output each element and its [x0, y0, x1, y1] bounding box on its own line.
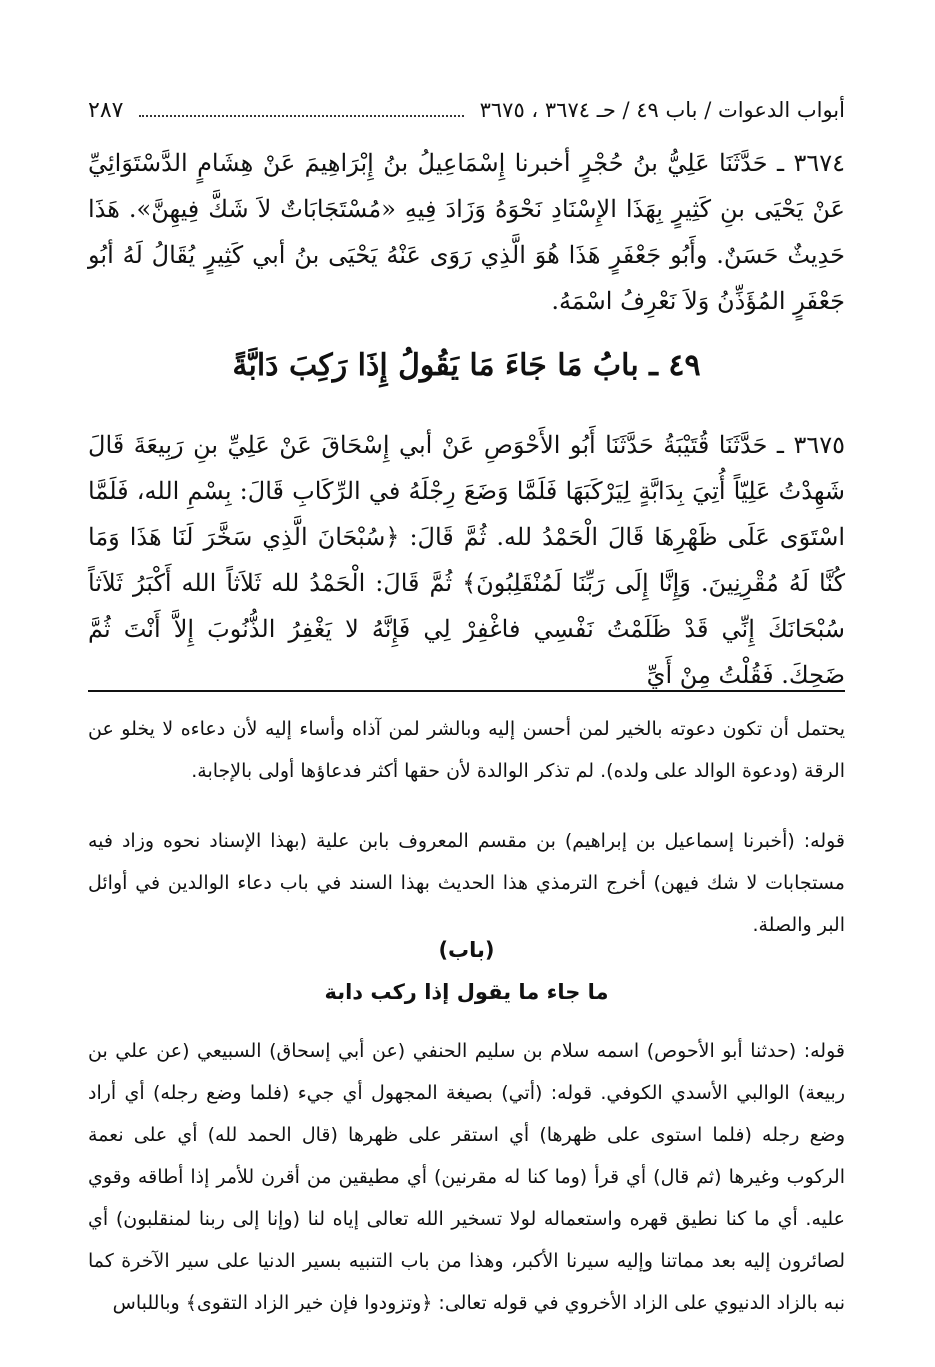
footnote-divider: [88, 690, 845, 692]
page-number: ٢٨٧: [88, 97, 124, 123]
hadith-3674: ٣٦٧٤ ـ حَدَّثَنَا عَلِيُّ بنُ حُجْرٍ أخبرنا إِسْمَاعِيلُ بنُ إِبْرَاهِيمَ عَنْ هِشَامٍ الدَّسْتَوَائِيِّ عَنْ يَحْيَى بنِ كَثِيرٍ بِهَذَا الإِسْنَادِ نَحْوَهُ وَزَادَ فِيهِ «مُسْتَجَابَاتٌ لاَ شَكَّ فِيهِنَّ». هَذَا حَدِيثٌ حَسَنٌ. وأَبُو جَعْفَرٍ هَذَا هُوَ الَّذِي رَوَى عَنْهُ يَحْيَى بنُ أبي كَثِيرٍ يُقَالُ لَهُ أبُو جَعْفَرٍ المُؤَذِّنُ وَلاَ نَعْرِفُ اسْمَهُ.: [88, 149, 845, 315]
commentary-paragraph-2: قوله: (أخبرنا إسماعيل بن إبراهيم) بن مقسم المعروف بابن علية (بهذا الإسناد نحوه وزاد فيه مستجابات لا شك فيهن) أخرج الترمذي هذا الحديث بهذا السند في باب دعاء الوالدين في أوائل البر والصلة.: [88, 830, 845, 936]
commentary-paragraph-3: قوله: (حدثنا أبو الأحوص) اسمه سلام بن سليم الحنفي (عن أبي إسحاق) السبيعي (عن علي بن ربيعة) الوالبي الأسدي الكوفي. قوله: (أتي) بصيغة المجهول أي جيء (فلما وضع رجله) أي أراد وضع رجله (فلما استوى على ظهرها) أي استقر على ظهرها (قال الحمد لله) أي على نعمة الركوب وغيرها (ثم قال) أي قرأ (وما كنا له مقرنين) أي مطيقين من أقرن للأمر إذا أطاقه وقوي عليه. أي ما كنا نطيق قهره واستعماله لولا تسخير الله تعالى إياه لنا (وإنا إلى ربنا لمنقلبون) أي لصائرون إليه بعد مماتنا وإليه سيرنا الأكبر، وهذا من باب التنبيه بسير الدنيا على سير الآخرة كما نبه بالزاد الدنيوي على الزاد الأخروي في قوله تعالى: ﴿وتزودوا فإن خير الزاد التقوى﴾ وباللباس: [88, 1040, 845, 1314]
chapter-heading: ٤٩ ـ بابُ مَا جَاءَ مَا يَقُولُ إِذَا رَكِبَ دَابَّةً: [232, 348, 701, 383]
header-leader-dots: [139, 115, 463, 117]
running-title: أبواب الدعوات / باب ٤٩ / حـ ٣٦٧٤ ، ٣٦٧٥: [479, 98, 845, 122]
commentary-bab-title: ما جاء ما يقول إذا ركب دابة: [324, 980, 609, 1004]
commentary-paragraph-1: يحتمل أن تكون دعوته بالخير لمن أحسن إليه وبالشر لمن آذاه وأساء إليه لأن دعاءه لا يخلو عن الرقة (ودعوة الوالد على ولده). لم تذكر الوالدة لأن حقها أكثر فدعاؤها أولى بالإجابة.: [88, 718, 845, 782]
commentary-bab-label: (باب): [438, 938, 495, 962]
page-header: [88, 90, 845, 130]
hadith-3675: ٣٦٧٥ ـ حَدَّثَنَا قُتَيْبَةُ حَدَّثَنَا أَبُو الأَحْوَصِ عَنْ أبي إِسْحَاقَ عَنْ عَلِيِّ بنِ رَبِيعَةَ قَالَ شَهِدْتُ عَلِيّاً أُتِيَ بِدَابَّةٍ لِيَرْكَبَهَا فَلَمَّا وَضَعَ رِجْلَهُ في الرِّكَابِ قَالَ: بِسْمِ الله، فَلَمَّا اسْتَوَى عَلَى ظَهْرِهَا قَالَ الْحَمْدُ لله. ثُمَّ قَالَ: ﴿سُبْحَانَ الَّذِي سَخَّرَ لَنَا هَذَا وَمَا كُنَّا لَهُ مُقْرِنِينَ. وَإِنَّا إِلَى رَبِّنَا لَمُنْقَلِبُونَ﴾ ثُمَّ قَالَ: الْحَمْدُ لله ثَلاَثاً الله أَكْبَرُ ثَلاَثاً سُبْحَانَكَ إِنِّي قَدْ ظَلَمْتُ نَفْسِي فاغْفِرْ لِي فَإِنَّهُ لا يَغْفِرُ الذُّنُوبَ إِلاَّ أَنْتَ ثُمَّ ضَحِكَ. فَقُلْتُ مِنْ أَيِّ: [88, 431, 846, 689]
